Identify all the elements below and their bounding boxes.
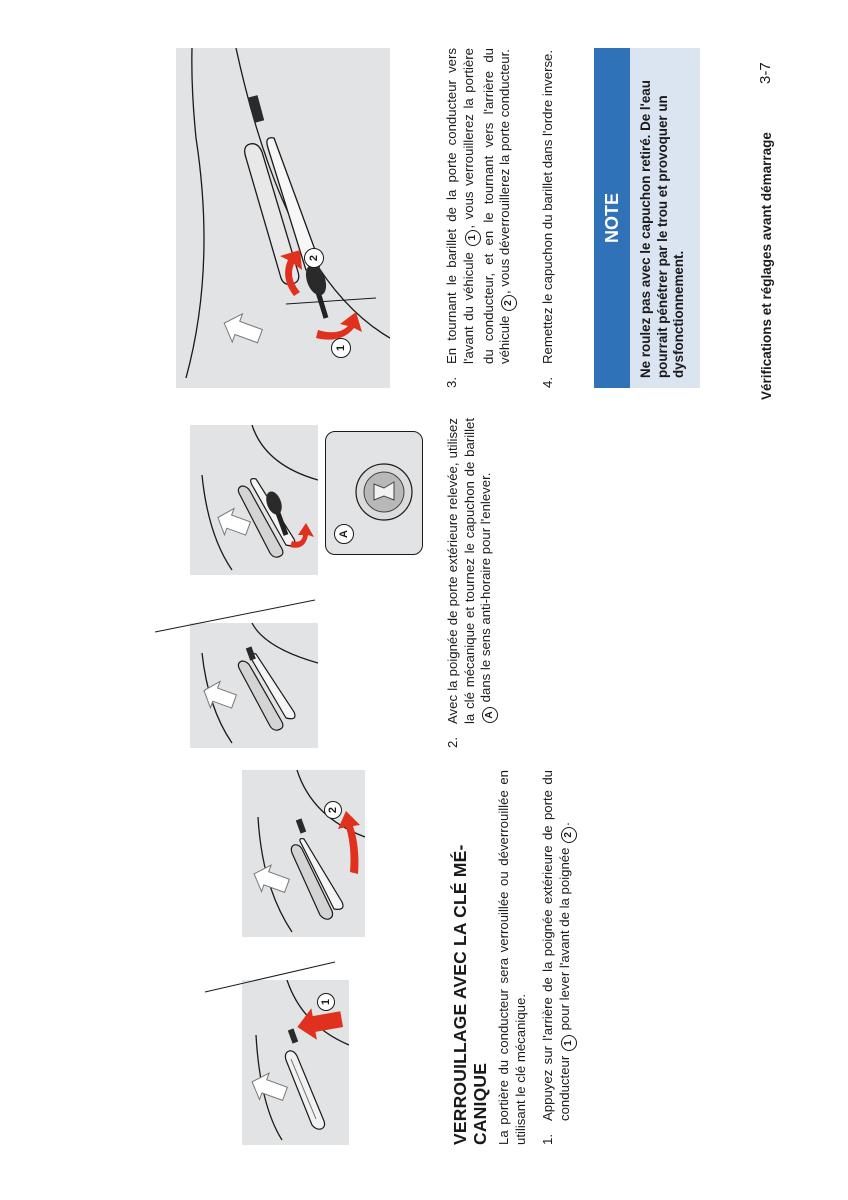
callout-a <box>334 524 354 544</box>
step-1 <box>540 770 600 1145</box>
step-2 <box>445 418 515 748</box>
callout-1-label: 1 <box>320 998 332 1006</box>
step-1-text-part2: pour lever l'avant de la poignée <box>556 847 572 1031</box>
step-1-text-part3: . <box>556 822 572 826</box>
callout-lock-1-label: 1 <box>335 344 347 352</box>
callout-2-label: 2 <box>327 806 339 814</box>
section-title-line2: CANIQUE <box>470 1062 490 1145</box>
figure-handle-raised-step2 <box>190 623 318 748</box>
section-intro: La portière du conducteur sera verrouillée ou déverrouillée en utilisant le clé mécanique. <box>496 770 528 1145</box>
footer-section-title: Vérifications et réglages avant démarrage <box>759 132 774 400</box>
note-body: Ne roulez pas avec le capuchon retiré. De l'eau pourrait pénétrer par le trou et provoquer un dysfonctionnement. <box>630 48 700 388</box>
step-3-text-part3: , vous déverrouillerez la porte conducteur. <box>497 49 512 294</box>
callout-lock-1 <box>331 338 351 358</box>
step-3 <box>444 48 530 388</box>
figure-divider-line-2 <box>150 585 320 640</box>
section-title-line1: VERROUILLAGE AVEC LA CLÉ MÉ- <box>450 844 470 1145</box>
step-2-number: 2. <box>445 737 460 748</box>
figure-key-cap-removal <box>190 425 318 575</box>
figure-inset-cap <box>325 431 423 555</box>
step-4-text: Remettez le capuchon du barillet dans l'ordre inverse. <box>540 49 555 364</box>
step-2-text-part1: Avec la poignée de porte extérieure relevée, utilisez la clé mécanique et tournez le capuchon de barillet <box>445 418 477 724</box>
step-1-number: 1. <box>540 1134 555 1145</box>
step-3-mark-1: 1 <box>465 230 481 246</box>
figure-key-turning-lock <box>176 48 390 388</box>
step-1-text-part1: Appuyez sur l'arrière de la poignée extérieure de porte du conducteur <box>540 770 572 1121</box>
step-1-text <box>540 770 577 1121</box>
step-2-text-part2: dans le sens anti-horaire pour l'enlever. <box>478 472 493 703</box>
step-3-number: 3. <box>444 377 459 388</box>
note-heading: NOTE <box>594 48 630 388</box>
step-3-text-part1: En tournant le barillet de la porte conducteur vers l'avant du véhicule <box>444 48 476 364</box>
figure-divider-line <box>200 950 340 1000</box>
step-3-text <box>444 48 517 364</box>
step-4 <box>540 48 576 388</box>
figure-handle-lifted <box>242 770 365 937</box>
step-1-mark-2: 2 <box>561 827 577 843</box>
step-4-number: 4. <box>540 377 555 388</box>
step-2-text <box>445 418 498 724</box>
section-title <box>450 770 490 1145</box>
step-3-text-part2: , vous verrouillerez la portière du conducteur, et en le tournant vers l'arrière du véhicule <box>460 48 512 364</box>
callout-lock-2-label: 2 <box>308 254 320 262</box>
page-number: 3-7 <box>757 62 774 84</box>
step-1-mark-1: 1 <box>561 1035 577 1051</box>
callout-2 <box>324 801 342 819</box>
step-2-mark-a: A <box>482 707 498 723</box>
step-3-mark-2: 2 <box>501 295 517 311</box>
callout-a-label: A <box>338 530 350 538</box>
figure-press-handle-rear <box>242 980 349 1145</box>
callout-lock-2 <box>304 248 324 268</box>
